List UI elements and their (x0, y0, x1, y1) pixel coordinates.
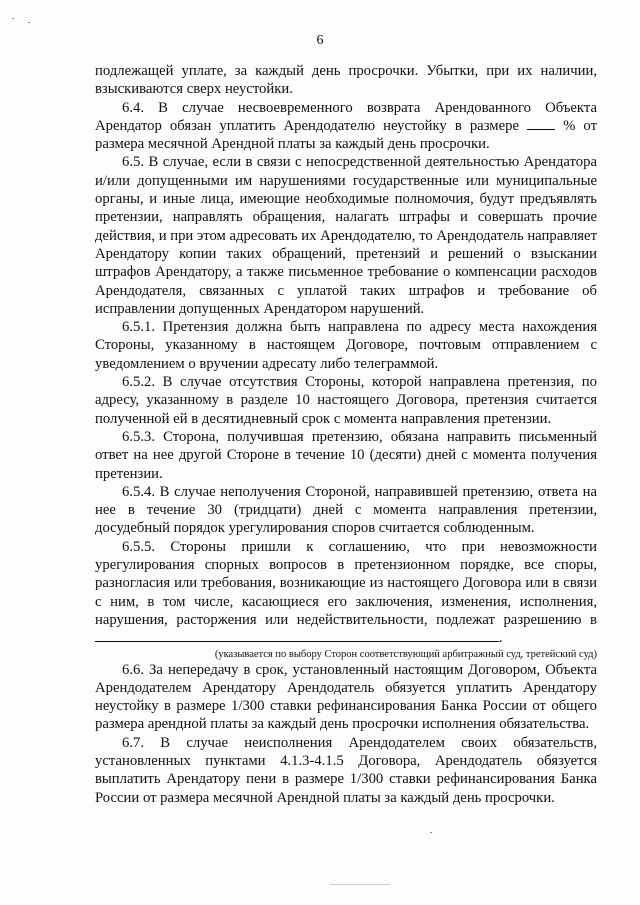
paragraph-text: подлежащей уплате, за каждый день просрочки. Убытки, при их наличии, взыскиваются сверх неустойки. (95, 63, 597, 98)
clause-text: 6.6. За непередачу в срок, установленный настоящим Договором, Объекта Арендодателем Арендатору Арендодатель обязуется уплатить Арендатору неустойку в размере 1/300 ставки рефинансирования Банка России от общего размера арендной платы за каждый день просрочки исполнения обязательства. (95, 661, 597, 733)
scan-speck (12, 18, 14, 19)
clause-6-5-4 (95, 483, 597, 538)
scan-speck (28, 22, 30, 23)
document-body (95, 62, 597, 807)
clause-6-5-2 (95, 373, 597, 428)
clause-text-before: 6.4. В случае несвоевременного возврата Арендованного Объекта Арендатор обязан уплатить Арендодателю неустойку в размере (95, 99, 597, 134)
scan-speck (430, 832, 432, 833)
scan-speck (330, 884, 390, 885)
clause-text: 6.5.2. В случае отсутствия Стороны, которой направлена претензия, по адресу, указанному в разделе 10 настоящего Договора, претензия считается полученной ей в десятидневный срок с момента направления претензии. (95, 374, 597, 427)
blank-court-field (95, 629, 499, 642)
clause-6-5-3 (95, 428, 597, 483)
clause-6-5 (95, 153, 597, 318)
clause-text: 6.5.4. В случае неполучения Стороной, направившей претензию, ответа на нее в течение 30 (тридцати) дней с момента направления претензии, досудебный порядок урегулирования споров считается соблюденным. (95, 483, 597, 537)
clause-text: 6.5.1. Претензия должна быть направлена по адресу места нахождения Стороны, указанному в настоящем Договоре, почтовым отправлением с уведомлением о вручении адресату либо телеграммой. (95, 319, 597, 372)
blank-percent-field (527, 117, 555, 130)
clause-6-6 (95, 661, 597, 734)
clause-text: 6.5.3. Сторона, получившая претензию, обязана направить письменный ответ на нее другой Стороне в течение 10 (десяти) дней с момента получения претензии. (95, 428, 597, 482)
clause-text: 6.5. В случае, если в связи с непосредственной деятельностью Арендатора и/или допущенными им нарушениями государственные или муниципальные органы, и иные лица, имеющие необходимые полномочия, будут предъявлять претензии, направлять обращения, налагать штрафы и совершать прочие действия, и при этом адресовать их Арендодателю, то Арендодатель направляет Арендатору копии таких обращений, претензий и решений о взыскании штрафов Арендатору, а также письменное требование о компенсации расходов Арендодателя, связанных с уплатой таких штрафов и требование об исправлении допущенных Арендатором нарушений. (95, 154, 597, 317)
clause-6-5-1 (95, 318, 597, 373)
court-field-hint: (указывается по выбору Сторон соответствующий арбитражный суд, третейский суд) (214, 648, 597, 660)
clause-text-after: . (499, 630, 503, 647)
clause-text-after: % от размера месячной Арендной платы за каждый день просрочки. (95, 117, 597, 153)
clause-text-before: 6.5.5. Стороны пришли к соглашению, что при невозможности урегулирования спорных вопросов в претензионном порядке, все споры, разногласия или требования, возникающие из настоящего Договора или в связи с ним, в том числе, касающиеся его заключения, изменения, исполнения, нарушения, расторжения или недействительности, подлежат разрешению в (95, 538, 597, 628)
clause-6-7 (95, 734, 597, 807)
clause-6-5-5 (95, 538, 597, 648)
clause-6-4 (95, 99, 597, 154)
page-number: 6 (316, 33, 324, 48)
clause-text: 6.7. В случае неисполнения Арендодателем своих обязательств, установленных пунктами 4.1.3-4.1.5 Договора, Арендодатель обязуется выплатить Арендатору пени в размере 1/300 ставки рефинансирования Банка России от размера месячной Арендной платы за каждый день просрочки. (95, 734, 597, 806)
paragraph-continuation (95, 62, 597, 99)
